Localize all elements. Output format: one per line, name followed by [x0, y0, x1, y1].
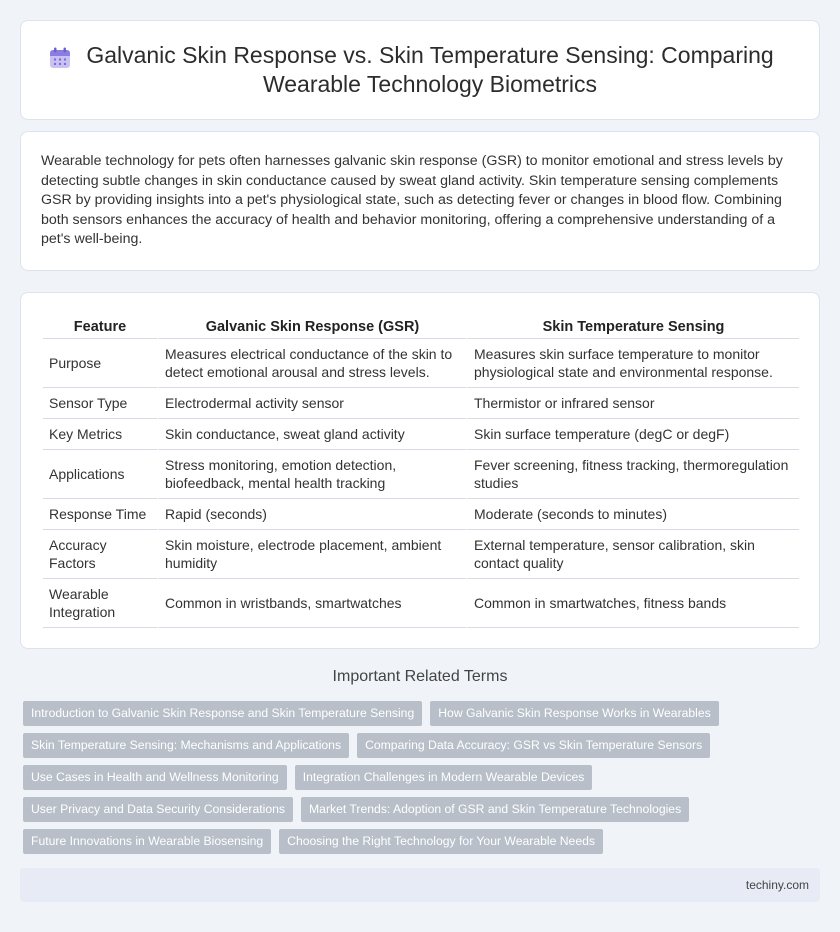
column-header-temperature: Skin Temperature Sensing — [466, 315, 799, 339]
related-terms-list — [23, 701, 823, 861]
feature-cell: Accuracy Factors — [43, 530, 157, 579]
intro-card — [20, 131, 820, 271]
feature-cell: Sensor Type — [43, 388, 157, 419]
related-term-tag[interactable]: Use Cases in Health and Wellness Monitoring — [23, 765, 287, 790]
intro-paragraph: Wearable technology for pets often harnesses galvanic skin response (GSR) to monitor emotional and stress levels by detecting subtle changes in skin conductance caused by sweat gland activity. Skin temperature sensing complements GSR by providing insights into a pet's physiological state, such as detecting fever or changes in blood flow. Combining both sensors enhances the accuracy of health and behavior monitoring, offering a comprehensive understanding of a pet's well-being. — [41, 153, 783, 248]
related-term-tag[interactable]: How Galvanic Skin Response Works in Wearables — [430, 701, 719, 726]
header-card — [20, 20, 820, 120]
footer-site-name: techiny.com — [745, 878, 809, 892]
gsr-cell: Rapid (seconds) — [157, 499, 466, 530]
table-header-row — [43, 315, 799, 339]
table-row — [43, 499, 799, 530]
feature-cell: Response Time — [43, 499, 157, 530]
related-term-tag[interactable]: Choosing the Right Technology for Your Wearable Needs — [279, 829, 603, 854]
table-row — [43, 388, 799, 419]
feature-cell: Key Metrics — [43, 419, 157, 450]
table-row — [43, 339, 799, 388]
related-term-tag[interactable]: User Privacy and Data Security Considerations — [23, 797, 293, 822]
column-header-gsr: Galvanic Skin Response (GSR) — [157, 315, 466, 339]
gsr-cell: Stress monitoring, emotion detection, biofeedback, mental health tracking — [157, 450, 466, 499]
feature-cell: Wearable Integration — [43, 579, 157, 628]
footer — [20, 868, 820, 902]
table-row — [43, 419, 799, 450]
related-term-tag[interactable]: Comparing Data Accuracy: GSR vs Skin Temperature Sensors — [357, 733, 710, 758]
gsr-cell: Electrodermal activity sensor — [157, 388, 466, 419]
temperature-cell: Fever screening, fitness tracking, thermoregulation studies — [466, 450, 799, 499]
page-title: Galvanic Skin Response vs. Skin Temperature Sensing: Comparing Wearable Technology Biometrics — [86, 42, 774, 97]
column-header-feature: Feature — [43, 315, 157, 339]
comparison-table-card — [20, 292, 820, 649]
feature-cell: Applications — [43, 450, 157, 499]
table-row — [43, 530, 799, 579]
related-term-tag[interactable]: Future Innovations in Wearable Biosensing — [23, 829, 271, 854]
temperature-cell: Skin surface temperature (degC or degF) — [466, 419, 799, 450]
table-row — [43, 450, 799, 499]
related-terms-heading: Important Related Terms — [332, 668, 508, 685]
related-term-tag[interactable]: Skin Temperature Sensing: Mechanisms and Applications — [23, 733, 349, 758]
temperature-cell: External temperature, sensor calibration, skin contact quality — [466, 530, 799, 579]
related-term-tag[interactable]: Market Trends: Adoption of GSR and Skin Temperature Technologies — [301, 797, 689, 822]
temperature-cell: Common in smartwatches, fitness bands — [466, 579, 799, 628]
feature-cell: Purpose — [43, 339, 157, 388]
gsr-cell: Skin moisture, electrode placement, ambient humidity — [157, 530, 466, 579]
gsr-cell: Skin conductance, sweat gland activity — [157, 419, 466, 450]
gsr-cell: Measures electrical conductance of the skin to detect emotional arousal and stress levels. — [157, 339, 466, 388]
comparison-table — [43, 315, 799, 628]
temperature-cell: Measures skin surface temperature to monitor physiological state and environmental response. — [466, 339, 799, 388]
temperature-cell: Moderate (seconds to minutes) — [466, 499, 799, 530]
related-term-tag[interactable]: Introduction to Galvanic Skin Response and Skin Temperature Sensing — [23, 701, 422, 726]
table-row — [43, 579, 799, 628]
related-term-tag[interactable]: Integration Challenges in Modern Wearable Devices — [295, 765, 593, 790]
temperature-cell: Thermistor or infrared sensor — [466, 388, 799, 419]
gsr-cell: Common in wristbands, smartwatches — [157, 579, 466, 628]
